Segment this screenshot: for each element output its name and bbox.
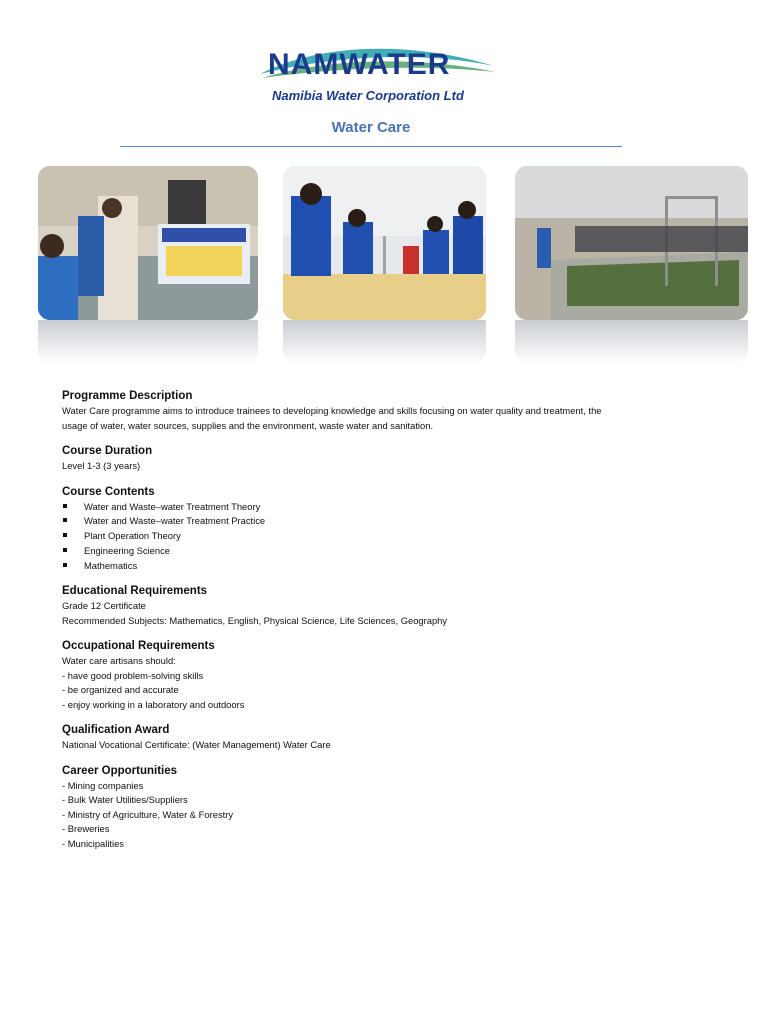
section-text: Water Care programme aims to introduce trainees to developing knowledge and skills focusing on water quality and treatment, the [62,405,602,416]
section-heading: Course Duration [62,445,153,457]
section-heading: Course Contents [62,485,155,498]
section-text: National Vocational Certificate: (Water Management) Water Care [62,739,331,751]
list-item [62,500,722,515]
section-heading: Qualification Award [62,724,170,737]
list-item-label: Water and Waste–water Treatment Practice [84,515,266,527]
course-contents-section [62,484,722,574]
programme-description-section [62,388,722,433]
bullet-square-icon [63,563,67,567]
section-text: Grade 12 Certificate [62,600,146,612]
photo-reflection [38,320,258,364]
photo-reflection [515,320,748,364]
section-text: - Breweries [62,823,110,835]
career-opportunities-section [62,763,722,852]
list-item-label: Engineering Science [84,544,170,556]
list-item-label: Water and Waste–water Treatment Theory [84,500,261,512]
section-text: Level 1-3 (3 years) [62,460,141,471]
list-item [62,559,722,574]
bullet-square-icon [63,504,67,508]
section-heading: Educational Requirements [62,585,208,598]
list-item [62,514,722,529]
section-text: usage of water, water sources, supplies and the environment, waste water and sanitation. [62,419,434,431]
educational-requirements-section [62,583,722,628]
lab-jar-test-photo [38,166,258,320]
laboratory-trainees-photo [283,166,486,320]
section-text: - Ministry of Agriculture, Water & Forestry [62,808,234,820]
section-text: - Municipalities [62,837,124,849]
list-item-label: Plant Operation Theory [84,530,181,542]
section-text: - Mining companies [62,779,144,791]
section-text: - be organized and accurate [62,684,179,696]
section-text: Water care artisans should: [62,655,176,667]
qualification-award-section [62,722,722,753]
section-heading: Occupational Requirements [62,640,215,653]
list-item [62,529,722,544]
list-item-label: Mathematics [84,559,138,571]
title-divider [120,146,622,147]
course-contents-list [62,500,722,574]
section-text: - Bulk Water Utilities/Suppliers [62,794,188,806]
bullet-square-icon [63,518,67,522]
photo-reflection [283,320,486,364]
section-text: - have good problem-solving skills [62,669,204,681]
bullet-square-icon [63,533,67,537]
bullet-square-icon [63,548,67,552]
section-heading: Career Opportunities [62,764,178,777]
document-body [62,388,722,861]
namwater-logo [258,44,498,106]
treatment-basin-photo [515,166,748,320]
section-heading: Programme Description [62,390,193,402]
logo-subtitle: Namibia Water Corporation Ltd [272,88,464,103]
list-item [62,544,722,559]
logo-wordmark: NAMWATER [268,48,451,81]
occupational-requirements-section [62,638,722,712]
course-duration-section [62,443,722,474]
section-text: Recommended Subjects: Mathematics, English, Physical Science, Life Sciences, Geography [62,614,448,626]
page-title: Water Care [331,119,411,136]
section-text: - enjoy working in a laboratory and outdoors [62,698,245,710]
